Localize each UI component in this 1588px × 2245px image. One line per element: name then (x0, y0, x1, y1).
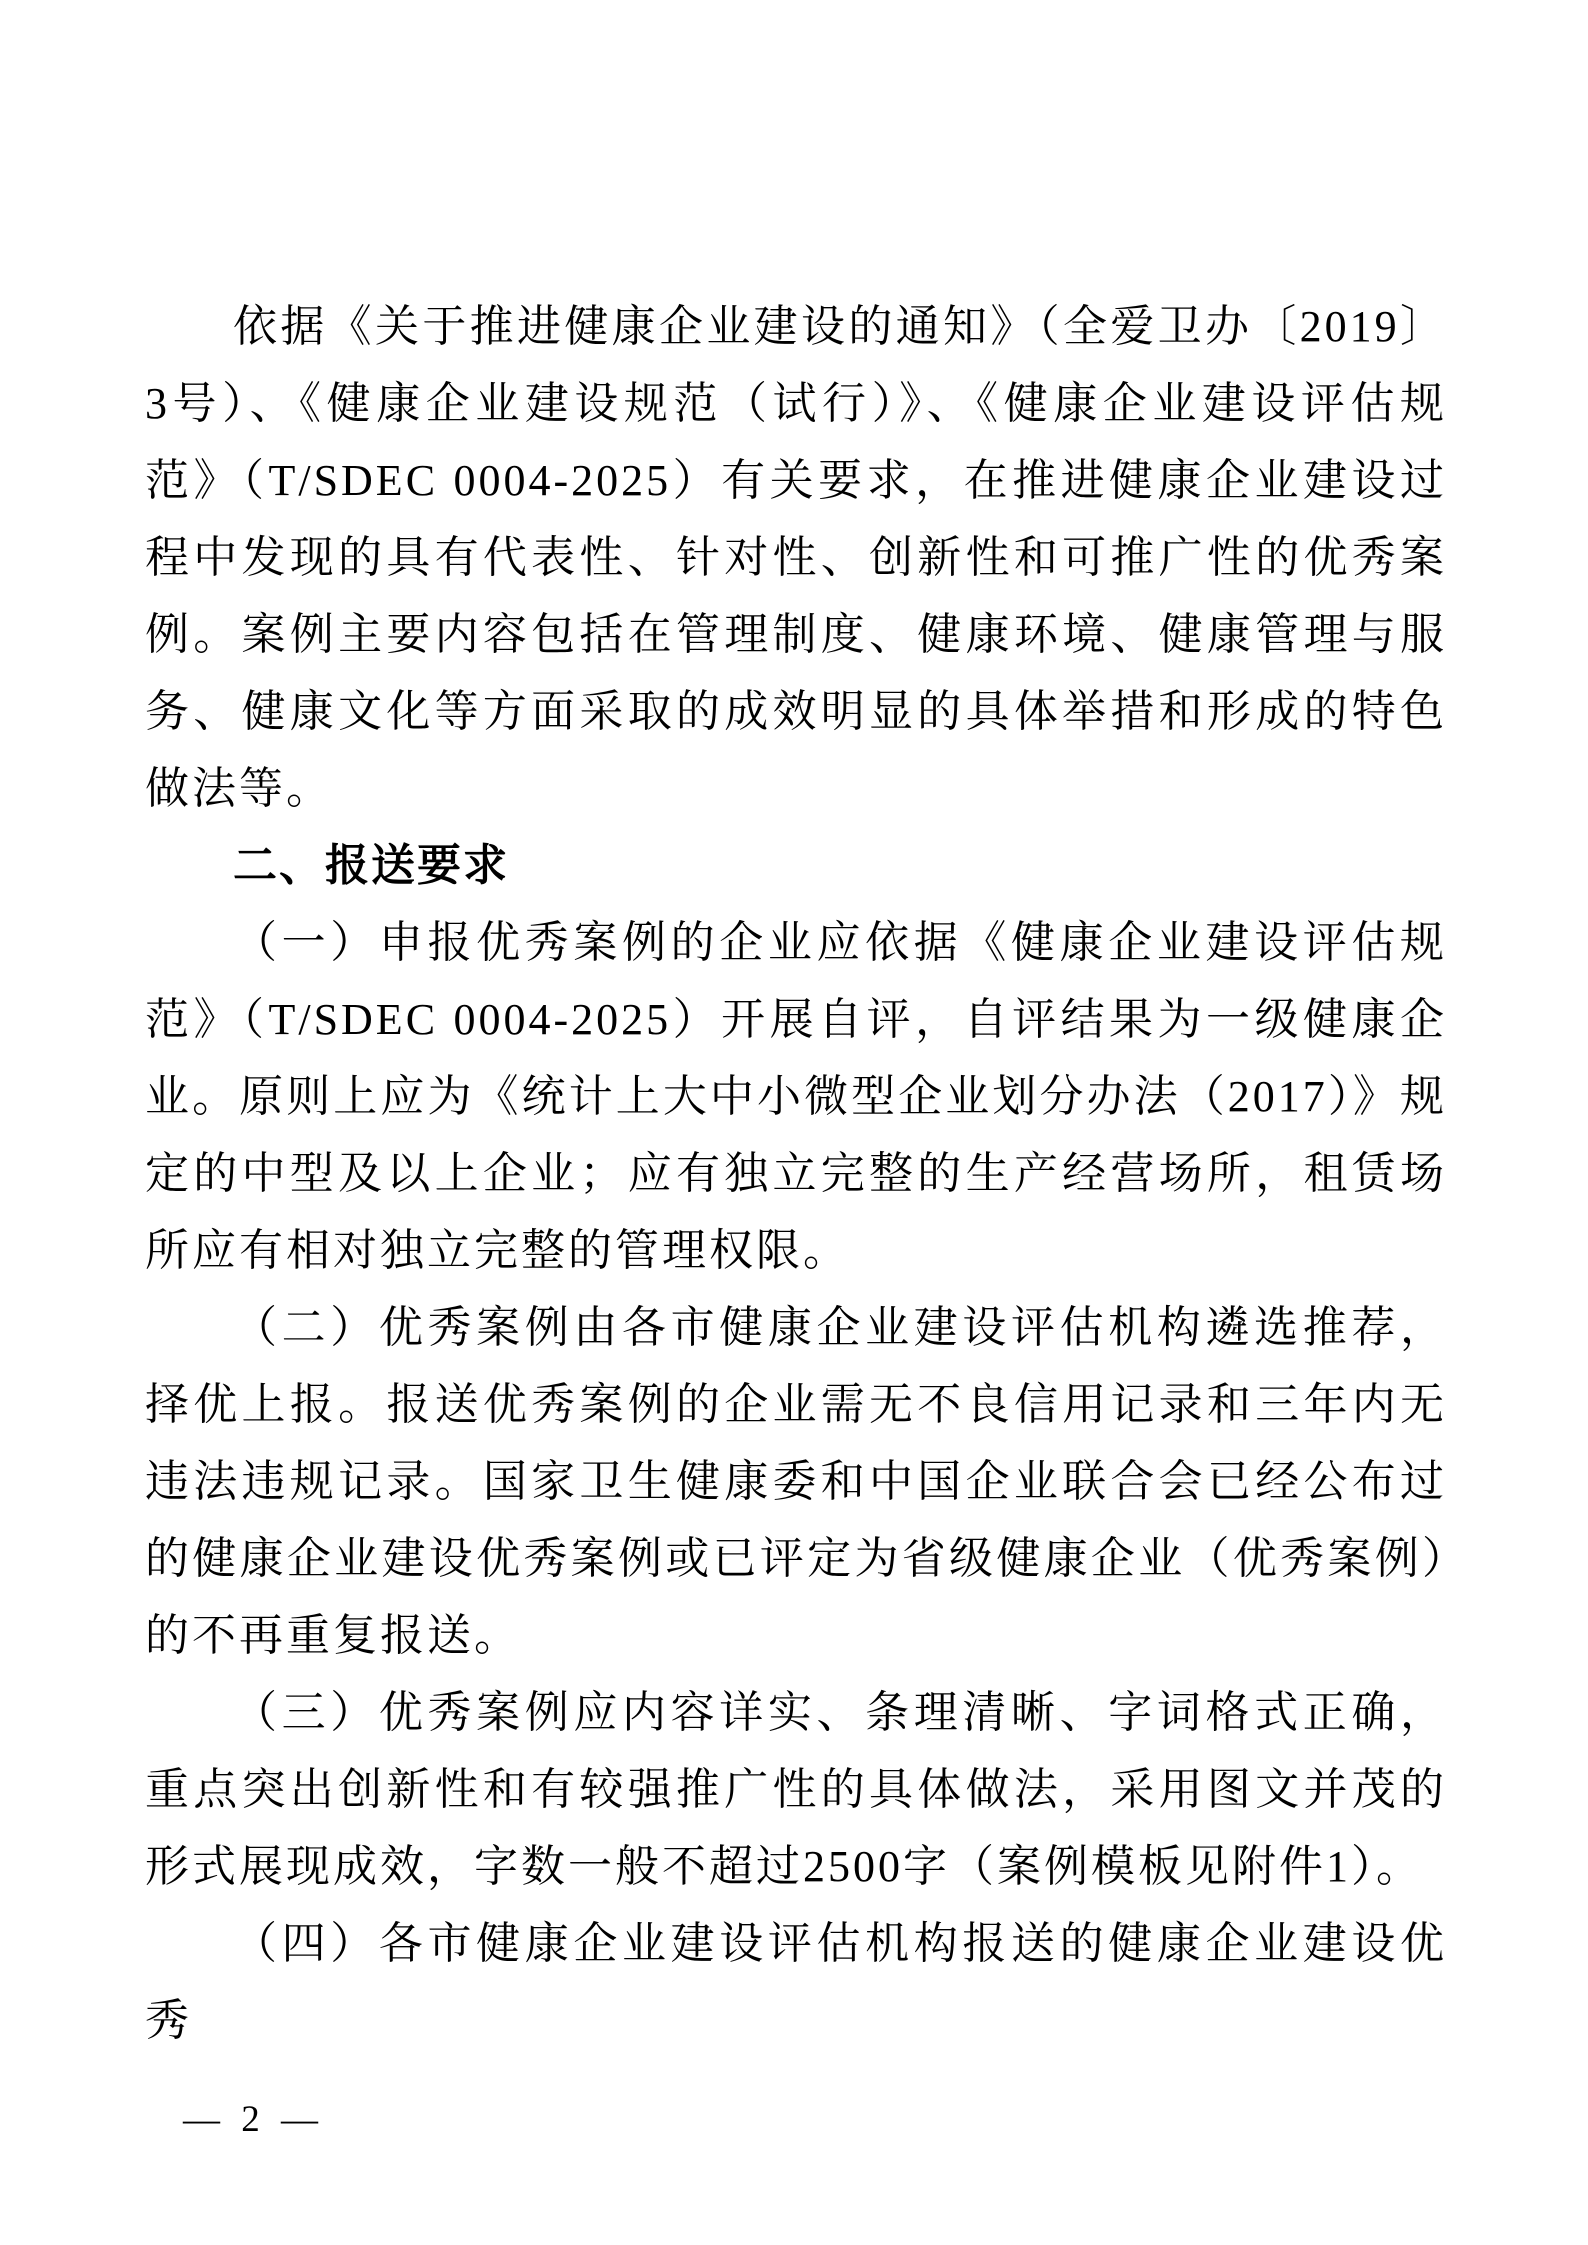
paragraph-requirement-2: （二）优秀案例由各市健康企业建设评估机构遴选推荐，择优上报。报送优秀案例的企业需无不良信用记录和三年内无违法违规记录。国家卫生健康委和中国企业联合会已经公布过的健康企业建设优秀案例或已评定为省级健康企业（优秀案例）的不再重复报送。 (145, 1303, 1447, 1660)
paragraph-intro: 依据《关于推进健康企业建设的通知》（全爱卫办〔2019〕3号）、《健康企业建设规范（试行）》、《健康企业建设评估规范》（T/SDEC 0004-2025）有关要求，在推进健康企业建设过程中发现的具有代表性、针对性、创新性和可推广性的优秀案例。案例主要内容包括在管理制度、健康环境、健康管理与服务、健康文化等方面采取的成效明显的具体举措和形成的特色做法等。 (145, 302, 1447, 813)
page-number: — 2 — (183, 2099, 324, 2140)
section-heading-submission-requirements: 二、报送要求 (233, 841, 509, 890)
paragraph-requirement-4: （四）各市健康企业建设评估机构报送的健康企业建设优秀 (145, 1919, 1447, 2045)
paragraph-requirement-1: （一）申报优秀案例的企业应依据《健康企业建设评估规范》（T/SDEC 0004-2025）开展自评，自评结果为一级健康企业。原则上应为《统计上大中小微型企业划分办法（2017）》规定的中型及以上企业；应有独立完整的生产经营场所，租赁场所应有相对独立完整的管理权限。 (145, 918, 1447, 1275)
paragraph-requirement-3: （三）优秀案例应内容详实、条理清晰、字词格式正确，重点突出创新性和有较强推广性的具体做法，采用图文并茂的形式展现成效，字数一般不超过2500字（案例模板见附件1）。 (145, 1688, 1447, 1891)
document-body (145, 288, 1447, 2059)
